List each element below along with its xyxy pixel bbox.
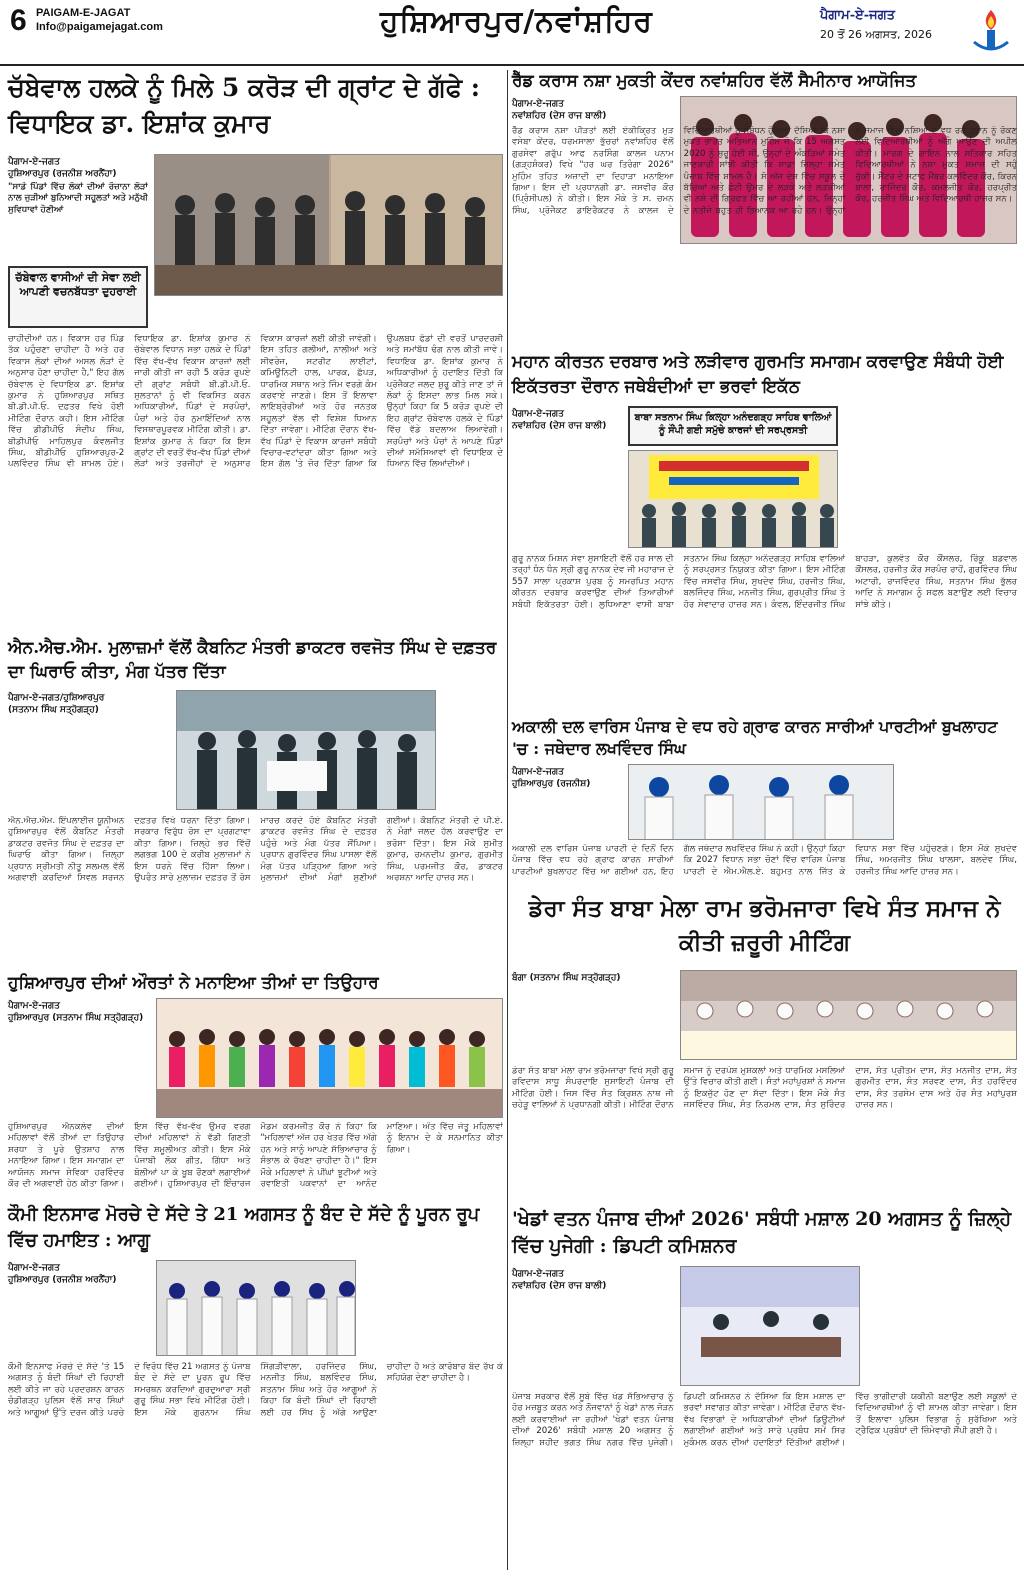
article-photo — [176, 690, 436, 810]
article-headline: ਕੌਮੀ ਇਨਸਾਫ ਮੋਰਚੇ ਦੇ ਸੱਦੇ ਤੇ 21 ਅਗਸਤ ਨੂੰ ਬੰਦ ਦੇ ਸੱਦੇ ਨੂੰ ਪੂਰਨ ਰੂਪ ਵਿੱਚ ਹਮਾਇਤ : ਆਗੂ — [8, 1204, 480, 1251]
article-body: ਕੌਮੀ ਇਨਸਾਫ ਮੋਰਚੇ ਦੇ ਸੱਦੇ 'ਤੇ 15 ਅਗਸਤ ਨੂੰ ਬੰਦੀ ਸਿੰਘਾਂ ਦੀ ਰਿਹਾਈ ਲਈ ਕੀਤੇ ਜਾ ਰਹੇ ਪ੍ਰਦਰਸ਼ਨ ਕਾਰਨ ਚੰਡੀਗੜ੍ਹ ਪੁਲਿਸ ਵੱਲੋਂ ਸਾਰ ਸਿੰਘਾਂ ਅਤੇ ਆਗੂਆਂ ਉੱਤੇ ਦਰਜ ਕੀਤੇ ਪਰਚੇ ਦੇ ਵਿਰੋਧ ਵਿੱਚ 21 ਅਗਸਤ ਨੂੰ ਪੰਜਾਬ ਬੰਦ ਦੇ ਸੱਦੇ ਦਾ ਪੂਰਨ ਰੂਪ ਵਿੱਚ ਸਮਰਥਨ ਕਰਦਿਆਂ ਗੁਰਦੁਆਰਾ ਸ੍ਰੀ ਗੁਰੂ ਸਿੰਘ ਸਭਾ ਵਿਖੇ ਮੀਟਿੰਗ ਹੋਈ। ਇਸ ਮੌਕੇ ਗੁਰਨਾਮ ਸਿੰਘ ਸਿੰਗੜੀਵਾਲਾ, ਹਰਜਿੰਦਰ ਸਿੰਘ, ਮਨਜੀਤ ਸਿੰਘ, ਬਲਵਿੰਦਰ ਸਿੰਘ, ਸਤਨਾਮ ਸਿੰਘ ਅਤੇ ਹੋਰ ਆਗੂਆਂ ਨੇ ਕਿਹਾ ਕਿ ਬੰਦੀ ਸਿੰਘਾਂ ਦੀ ਰਿਹਾਈ ਲਈ ਹਰ ਸਿੱਖ ਨੂੰ ਅੱਗੇ ਆਉਣਾ ਚਾਹੀਦਾ ਹੈ ਅਤੇ ਕਾਰੋਬਾਰ ਬੰਦ ਰੱਖ ਕੇ ਸਹਿਯੋਗ ਦੇਣਾ ਚਾਹੀਦਾ ਹੈ। — [8, 1362, 503, 1418]
paper-email: Info@paigamejagat.com — [36, 21, 163, 33]
article-body: ਡੇਰਾ ਸੰਤ ਬਾਬਾ ਮੇਲਾ ਰਾਮ ਭਰੋਮਜਾਰਾ ਵਿਖੇ ਸ੍ਰੀ ਗੁਰੂ ਰਵਿਦਾਸ ਸਾਧੂ ਸੰਪਰਦਾਇ ਸੁਸਾਇਟੀ ਪੰਜਾਬ ਦੀ ਮੀਟਿੰਗ ਹੋਈ। ਜਿਸ ਵਿੱਚ ਸੰਤ ਕ੍ਰਿਸ਼ਨ ਨਾਥ ਜੀ ਚਹੇੜੂ ਵਾਲਿਆਂ ਨੇ ਪ੍ਰਧਾਨਗੀ ਕੀਤੀ। ਮੀਟਿੰਗ ਦੌਰਾਨ ਸਮਾਜ ਨੂੰ ਦਰਪੇਸ਼ ਮੁਸ਼ਕਲਾਂ ਅਤੇ ਧਾਰਮਿਕ ਮਸਲਿਆਂ ਉੱਤੇ ਵਿਚਾਰ ਕੀਤੀ ਗਈ। ਸੰਤਾਂ ਮਹਾਂਪੁਰਸ਼ਾਂ ਨੇ ਸਮਾਜ ਨੂੰ ਇਕਜੁੱਟ ਹੋਣ ਦਾ ਸੱਦਾ ਦਿੱਤਾ। ਇਸ ਮੌਕੇ ਸੰਤ ਜਸਵਿੰਦਰ ਸਿੰਘ, ਸੰਤ ਨਿਰਮਲ ਦਾਸ, ਸੰਤ ਸੁਰਿੰਦਰ ਦਾਸ, ਸੰਤ ਪ੍ਰੀਤਮ ਦਾਸ, ਸੰਤ ਮਨਜੀਤ ਦਾਸ, ਸੰਤ ਗੁਰਮੀਤ ਦਾਸ, ਸੰਤ ਸਰਵਣ ਦਾਸ, ਸੰਤ ਹਰਵਿੰਦਰ ਦਾਸ, ਸੰਤ ਤਰਸੇਮ ਦਾਸ ਅਤੇ ਹੋਰ ਸੰਤ ਮਹਾਂਪੁਰਸ਼ ਹਾਜ਼ਰ ਸਨ। — [512, 1066, 1017, 1111]
article-byline: ਪੈਗਾਮ-ਏ-ਜਗਤ ਹੁਸ਼ਿਆਰਪੁਰ (ਰਜਨੀਸ਼) — [512, 767, 591, 789]
article-byline: ਪੈਗਾਮ-ਏ-ਜਗਤ ਨਵਾਂਸ਼ਹਿਰ (ਦੇਸ ਰਾਜ ਬਾਲੀ) — [512, 1269, 607, 1291]
article-nhm-protest — [8, 636, 503, 966]
article-body: ਪੰਜਾਬ ਸਰਕਾਰ ਵੱਲੋਂ ਸੂਬੇ ਵਿੱਚ ਖੇਡ ਸੱਭਿਆਚਾਰ ਨੂੰ ਹੋਰ ਮਜ਼ਬੂਤ ਕਰਨ ਅਤੇ ਨੌਜਵਾਨਾਂ ਨੂੰ ਖੇਡਾਂ ਨਾਲ ਜੋੜਨ ਲਈ ਕਰਵਾਈਆਂ ਜਾ ਰਹੀਆਂ 'ਖੇਡਾਂ ਵਤਨ ਪੰਜਾਬ ਦੀਆਂ 2026' ਸਬੰਧੀ ਮਸ਼ਾਲ 20 ਅਗਸਤ ਨੂੰ ਜ਼ਿਲ੍ਹਾ ਸ਼ਹੀਦ ਭਗਤ ਸਿੰਘ ਨਗਰ ਵਿੱਚ ਪੁਜੇਗੀ। ਡਿਪਟੀ ਕਮਿਸ਼ਨਰ ਨੇ ਦੱਸਿਆ ਕਿ ਇਸ ਮਸ਼ਾਲ ਦਾ ਭਰਵਾਂ ਸਵਾਗਤ ਕੀਤਾ ਜਾਵੇਗਾ। ਮੀਟਿੰਗ ਦੌਰਾਨ ਵੱਖ-ਵੱਖ ਵਿਭਾਗਾਂ ਦੇ ਅਧਿਕਾਰੀਆਂ ਦੀਆਂ ਡਿਊਟੀਆਂ ਲਗਾਈਆਂ ਗਈਆਂ ਅਤੇ ਸਾਰੇ ਪ੍ਰਬੰਧ ਸਮੇਂ ਸਿਰ ਮੁਕੰਮਲ ਕਰਨ ਦੀਆਂ ਹਦਾਇਤਾਂ ਦਿੱਤੀਆਂ ਗਈਆਂ। ਵਿੱਚ ਭਾਗੀਦਾਰੀ ਯਕੀਨੀ ਬਣਾਉਣ ਲਈ ਸਕੂਲਾਂ ਦੇ ਵਿਦਿਆਰਥੀਆਂ ਨੂੰ ਵੀ ਸ਼ਾਮਲ ਕੀਤਾ ਜਾਵੇਗਾ। ਇਸ ਤੋਂ ਇਲਾਵਾ ਪੁਲਿਸ ਵਿਭਾਗ ਨੂੰ ਸੁਰੱਖਿਆ ਅਤੇ ਟ੍ਰੈਫਿਕ ਪ੍ਰਬੰਧਾਂ ਦੀ ਜ਼ਿੰਮੇਵਾਰੀ ਸੌਂਪੀ ਗਈ ਹੈ। — [512, 1392, 1017, 1448]
article-headline: ਅਕਾਲੀ ਦਲ ਵਾਰਿਸ ਪੰਜਾਬ ਦੇ ਵਧ ਰਹੇ ਗ੍ਰਾਫ ਕਾਰਨ ਸਾਰੀਆਂ ਪਾਰਟੀਆਂ ਬੁਖਲਾਹਟ 'ਚ : ਜਥੇਦਾਰ ਲਖਵਿੰਦਰ ਸਿੰਘ — [512, 717, 998, 758]
article-byline: ਪੈਗਾਮ-ਏ-ਜਗਤ ਨਵਾਂਸ਼ਹਿਰ (ਦੇਸ ਰਾਜ ਬਾਲੀ) — [512, 99, 607, 121]
article-photo — [154, 154, 503, 296]
article-body: ਹੁਸ਼ਿਆਰਪੁਰ ਐਨਕਲੇਵ ਦੀਆਂ ਮਹਿਲਾਵਾਂ ਵੱਲੋਂ ਤੀਆਂ ਦਾ ਤਿਉਹਾਰ ਸ਼ਰਧਾ ਤੇ ਪੂਰੇ ਉਤਸ਼ਾਹ ਨਾਲ ਮਨਾਇਆ ਗਿਆ। ਇਸ ਸਮਾਗਮ ਦਾ ਆਯੋਜਨ ਸਮਾਜ ਸੇਵਿਕਾ ਹਰਵਿੰਦਰ ਕੌਰ ਦੀ ਅਗਵਾਈ ਹੇਠ ਕੀਤਾ ਗਿਆ। ਇਸ ਵਿੱਚ ਵੱਖ-ਵੱਖ ਉਮਰ ਵਰਗ ਦੀਆਂ ਮਹਿਲਾਵਾਂ ਨੇ ਵੱਡੀ ਗਿਣਤੀ ਵਿੱਚ ਸ਼ਮੂਲੀਅਤ ਕੀਤੀ। ਇਸ ਮੌਕੇ ਪੰਜਾਬੀ ਲੋਕ ਗੀਤ, ਗਿੱਧਾ ਅਤੇ ਬੋਲੀਆਂ ਪਾ ਕੇ ਖੂਬ ਰੌਣਕਾਂ ਲਗਾਈਆਂ ਗਈਆਂ। ਹੁਸ਼ਿਆਰਪੁਰ ਦੀ ਇੰਚਾਰਜ ਮੈਡਮ ਕਰਮਜੀਤ ਕੌਰ ਨੇ ਕਿਹਾ ਕਿ "ਮਹਿਲਾਵਾਂ ਅੱਜ ਹਰ ਖੇਤਰ ਵਿੱਚ ਅੱਗੇ ਹਨ ਅਤੇ ਸਾਨੂੰ ਆਪਣੇ ਸੱਭਿਆਚਾਰ ਨੂੰ ਸੰਭਾਲ ਕੇ ਰੱਖਣਾ ਚਾਹੀਦਾ ਹੈ।" ਇਸ ਮੌਕੇ ਮਹਿਲਾਵਾਂ ਨੇ ਪੀਂਘਾਂ ਝੂਟੀਆਂ ਅਤੇ ਰਵਾਇਤੀ ਪਕਵਾਨਾਂ ਦਾ ਆਨੰਦ ਮਾਣਿਆ। ਅੰਤ ਵਿੱਚ ਜੇਤੂ ਮਹਿਲਾਵਾਂ ਨੂੰ ਇਨਾਮ ਦੇ ਕੇ ਸਨਮਾਨਿਤ ਕੀਤਾ ਗਿਆ। — [8, 1122, 503, 1190]
article-dera-sant-meeting — [512, 892, 1017, 1198]
article-headline: ਐਨ.ਐਚ.ਐਮ. ਮੁਲਾਜ਼ਮਾਂ ਵੱਲੋਂ ਕੈਬਨਿਟ ਮੰਤਰੀ ਡਾਕਟਰ ਰਵਜੋਤ ਸਿੰਘ ਦੇ ਦਫ਼ਤਰ ਦਾ ਘਿਰਾਓ ਕੀਤਾ, ਮੰਗ ਪੱਤਰ ਦਿੱਤਾ — [8, 638, 497, 682]
article-byline: ਪੈਗਾਮ-ਏ-ਜਗਤ ਹੁਸ਼ਿਆਰਪੁਰ (ਰਜਨੀਸ਼ ਅਰਨੈਂਹਾ) — [8, 1263, 117, 1285]
article-headline: ਰੈੱਡ ਕਰਾਸ ਨਸ਼ਾ ਮੁਕਤੀ ਕੇਂਦਰ ਨਵਾਂਸ਼ਹਿਰ ਵੱਲੋਂ ਸੈਮੀਨਾਰ ਆਯੋਜਿਤ — [512, 71, 917, 91]
article-headline: ਮਹਾਨ ਕੀਰਤਨ ਦਰਬਾਰ ਅਤੇ ਲੜੀਵਾਰ ਗੁਰਮਤਿ ਸਮਾਗਮ ਕਰਵਾਉਣ ਸੰਬੰਧੀ ਹੋਈ ਇਕੱਤਰਤਾ ਦੌਰਾਨ ਜਥੇਬੰਦੀਆਂ ਦਾ ਭਰਵਾਂ ਇਕੱਠ — [512, 352, 1004, 397]
article-photo — [628, 450, 838, 548]
brand-name: ਪੈਗਾਮ-ਏ-ਜਗਤ — [820, 8, 895, 23]
paper-contact — [36, 6, 163, 34]
column-divider — [507, 70, 508, 1570]
article-byline: ਪੈਗਾਮ-ਏ-ਜਗਤ ਨਵਾਂਸ਼ਹਿਰ (ਦੇਸ ਰਾਜ ਬਾਲੀ) — [512, 409, 607, 431]
article-byline: ਪੈਗਾਮ-ਏ-ਜਗਤ ਹੁਸ਼ਿਆਰਪੁਰ (ਸਤਨਾਮ ਸਿੰਘ ਸਤ੍ਹੋਗੜ੍ਹ) — [8, 1001, 144, 1023]
article-photo — [628, 764, 894, 840]
article-headline: 'ਖੇਡਾਂ ਵਤਨ ਪੰਜਾਬ ਦੀਆਂ 2026' ਸਬੰਧੀ ਮਸ਼ਾਲ 20 ਅਗਸਤ ਨੂੰ ਜ਼ਿਲ੍ਹੇ ਵਿੱਚ ਪੁਜੇਗੀ : ਡਿਪਟੀ ਕਮਿਸ਼ਨਰ — [512, 1208, 1012, 1257]
article-body: ਗੁਰੂ ਨਾਨਕ ਮਿਸ਼ਨ ਸੇਵਾ ਸੁਸਾਇਟੀ ਵੱਲੋਂ ਹਰ ਸਾਲ ਦੀ ਤਰ੍ਹਾਂ ਧੰਨ ਧੰਨ ਸ੍ਰੀ ਗੁਰੂ ਨਾਨਕ ਦੇਵ ਜੀ ਮਹਾਰਾਜ ਦੇ 557 ਸਾਲਾ ਪ੍ਰਕਾਸ਼ ਪੁਰਬ ਨੂੰ ਸਮਰਪਿਤ ਮਹਾਨ ਕੀਰਤਨ ਦਰਬਾਰ ਕਰਵਾਉਣ ਦੀਆਂ ਤਿਆਰੀਆਂ ਸਬੰਧੀ ਇਕੱਤਰਤਾ ਹੋਈ। ਲੁਧਿਆਣਾ ਵਾਸੀ ਬਾਬਾ ਸਤਨਾਮ ਸਿੰਘ ਕਿਲ੍ਹਾ ਅਨੰਦਗੜ੍ਹ ਸਾਹਿਬ ਵਾਲਿਆਂ ਨੂੰ ਸਰਪ੍ਰਸਤ ਨਿਯੁਕਤ ਕੀਤਾ ਗਿਆ। ਇਸ ਮੀਟਿੰਗ ਵਿੱਚ ਜਸਵੀਰ ਸਿੰਘ, ਸੁਖਦੇਵ ਸਿੰਘ, ਹਰਜੀਤ ਸਿੰਘ, ਬਲਜਿੰਦਰ ਸਿੰਘ, ਮਨਜੀਤ ਸਿੰਘ, ਗੁਰਪ੍ਰੀਤ ਸਿੰਘ ਤੇ ਹੋਰ ਸੇਵਾਦਾਰ ਹਾਜ਼ਰ ਸਨ। ਕੰਵਲ, ਇੰਦਰਜੀਤ ਸਿੰਘ ਬਾਹੜਾ, ਕੁਲਵੰਤ ਕੌਰ ਕੌਂਸਲਰ, ਰਿੰਕੂ ਬਡਵਾਲ ਕੌਂਸਲਰ, ਹਰਜੀਤ ਕੌਰ ਸਰਪੰਚ ਰਾਹੋਂ, ਗੁਰਵਿੰਦਰ ਸਿੰਘ ਅਟਾਰੀ, ਰਾਜਵਿੰਦਰ ਸਿੰਘ, ਸਤਨਾਮ ਸਿੰਘ ਭੁੱਲਰ ਆਦਿ ਨੇ ਸਮਾਗਮ ਨੂੰ ਸਫਲ ਬਣਾਉਣ ਲਈ ਵਿਚਾਰ ਸਾਂਝੇ ਕੀਤੇ। — [512, 554, 1017, 610]
article-body: ਐਨ.ਐਚ.ਐਮ. ਇੰਪਲਾਈਜ਼ ਯੂਨੀਅਨ ਹੁਸ਼ਿਆਰਪੁਰ ਵੱਲੋਂ ਕੈਬਨਿਟ ਮੰਤਰੀ ਡਾਕਟਰ ਰਵਜੋਤ ਸਿੰਘ ਦੇ ਦਫ਼ਤਰ ਦਾ ਘਿਰਾਓ ਕੀਤਾ ਗਿਆ। ਜ਼ਿਲ੍ਹਾ ਪ੍ਰਧਾਨ ਸ੍ਰੀਮਤੀ ਨੀਤੂ ਸਲਮਲ ਵੱਲੋਂ ਅਗਵਾਈ ਕਰਦਿਆਂ ਸਿਵਲ ਸਰਜਨ ਦਫ਼ਤਰ ਵਿਖੇ ਧਰਨਾ ਦਿੱਤਾ ਗਿਆ। ਸਰਕਾਰ ਵਿਰੁੱਧ ਰੋਸ ਦਾ ਪ੍ਰਗਟਾਵਾ ਕੀਤਾ ਗਿਆ। ਜ਼ਿਲ੍ਹੇ ਭਰ ਵਿੱਚੋਂ ਲਗਭਗ 100 ਦੇ ਕਰੀਬ ਮੁਲਾਜ਼ਮਾਂ ਨੇ ਇਸ ਧਰਨੇ ਵਿੱਚ ਹਿੱਸਾ ਲਿਆ। ਉਪਰੰਤ ਸਾਰੇ ਮੁਲਾਜ਼ਮ ਦਫ਼ਤਰ ਤੋਂ ਰੋਸ ਮਾਰਚ ਕਰਦੇ ਹੋਏ ਕੈਬਨਿਟ ਮੰਤਰੀ ਡਾਕਟਰ ਰਵਜੋਤ ਸਿੰਘ ਦੇ ਦਫ਼ਤਰ ਪਹੁੰਚੇ ਅਤੇ ਮੰਗ ਪੱਤਰ ਸੌਂਪਿਆ। ਪ੍ਰਧਾਨ ਗੁਰਵਿੰਦਰ ਸਿੰਘ ਪਾਸਲਾ ਵੱਲੋਂ ਮੰਗ ਪੱਤਰ ਪੜ੍ਹਿਆ ਗਿਆ ਅਤੇ ਮੁਲਾਜ਼ਮਾਂ ਦੀਆਂ ਮੰਗਾਂ ਸੁਣੀਆਂ ਗਈਆਂ। ਕੈਬਨਿਟ ਮੰਤਰੀ ਦੇ ਪੀ.ਏ. ਨੇ ਮੰਗਾਂ ਜਲਦ ਹੱਲ ਕਰਵਾਉਣ ਦਾ ਭਰੋਸਾ ਦਿੱਤਾ। ਇਸ ਮੌਕੇ ਸੁਮੀਤ ਕੁਮਾਰ, ਰਮਨਦੀਪ ਕੁਮਾਰ, ਗੁਰਮੀਤ ਸਿੰਘ, ਪਰਮਜੀਤ ਕੌਰ, ਡਾਕਟਰ ਅਰਸ਼ਨਾ ਆਦਿ ਹਾਜ਼ਰ ਸਨ। — [8, 816, 503, 884]
masthead — [0, 0, 1024, 66]
article-byline: ਬੰਗਾ (ਸਤਨਾਮ ਸਿੰਘ ਸਤ੍ਹੋਗੜ੍ਹ) — [512, 973, 621, 983]
article-khedan-watan-punjab — [512, 1206, 1017, 1576]
article-callout: ਚੱਬੇਵਾਲ ਵਾਸੀਆਂ ਦੀ ਸੇਵਾ ਲਈ ਆਪਣੀ ਵਚਨਬੱਧਤਾ ਦੁਹਰਾਈ — [8, 266, 148, 328]
article-body: ਚਾਹੀਦੀਆਂ ਹਨ। ਵਿਕਾਸ ਹਰ ਪਿੰਡ ਤੱਕ ਪਹੁੰਚਣਾ ਚਾਹੀਦਾ ਹੈ ਅਤੇ ਹਰ ਵਿਕਾਸ ਲੋਕਾਂ ਦੀਆਂ ਅਸਲ ਲੋੜਾਂ ਦੇ ਅਨੁਸਾਰ ਹੋਣਾ ਚਾਹੀਦਾ ਹੈ," ਇਹ ਗੱਲ ਚੱਬੇਵਾਲ ਦੇ ਵਿਧਾਇਕ ਡਾ. ਇਸ਼ਾਂਕ ਕੁਮਾਰ ਨੇ ਹੁਸ਼ਿਆਰਪੁਰ ਸਥਿਤ ਬੀ.ਡੀ.ਪੀ.ਓ. ਦਫ਼ਤਰ ਵਿਖੇ ਹੋਈ ਮੀਟਿੰਗ ਦੌਰਾਨ ਕਹੀ। ਇਸ ਮੀਟਿੰਗ ਵਿੱਚ ਡੀਡੀਪੀਓ ਸੰਦੀਪ ਸਿੰਘ, ਬੀਡੀਪੀਓ ਮਾਹਿਲਪੁਰ ਕੰਵਲਜੀਤ ਸਿੰਘ, ਬੀਡੀਪੀਓ ਹੁਸ਼ਿਆਰਪੁਰ-2 ਪਲਵਿੰਦਰ ਸਿੰਘ ਵੀ ਸ਼ਾਮਲ ਹੋਏ। ਵਿਧਾਇਕ ਡਾ. ਇਸ਼ਾਂਕ ਕੁਮਾਰ ਨੇ ਚੱਬੇਵਾਲ ਵਿਧਾਨ ਸਭਾ ਹਲਕੇ ਦੇ ਪਿੰਡਾਂ ਵਿੱਚ ਵੱਖ-ਵੱਖ ਵਿਕਾਸ ਕਾਰਜਾਂ ਲਈ ਜਾਰੀ ਕੀਤੀ ਜਾ ਰਹੀ 5 ਕਰੋੜ ਰੁਪਏ ਦੀ ਗ੍ਰਾਂਟ ਸਬੰਧੀ ਬੀ.ਡੀ.ਪੀ.ਓ. ਸੁਲਤਾਨਾਂ ਨੂੰ ਵੀ ਵਿਕਸਿਤ ਕਰਨ ਅਧਿਕਾਰੀਆਂ, ਪਿੰਡਾਂ ਦੇ ਸਰਪੰਚਾਂ, ਪੰਚਾਂ ਅਤੇ ਹੋਰ ਨੁਮਾਇੰਦਿਆਂ ਨਾਲ ਵਿਸਥਾਰਪੂਰਵਕ ਮੀਟਿੰਗ ਕੀਤੀ। ਡਾ. ਇਸ਼ਾਂਕ ਕੁਮਾਰ ਨੇ ਕਿਹਾ ਕਿ ਇਸ ਗ੍ਰਾਂਟ ਦੀ ਵਰਤੋਂ ਵੱਖ-ਵੱਖ ਪਿੰਡਾਂ ਦੀਆਂ ਲੋੜਾਂ ਅਤੇ ਤਰਜੀਹਾਂ ਦੇ ਅਨੁਸਾਰ ਵਿਕਾਸ ਕਾਰਜਾਂ ਲਈ ਕੀਤੀ ਜਾਵੇਗੀ। ਇਸ ਤਹਿਤ ਗਲੀਆਂ, ਨਾਲੀਆਂ ਅਤੇ ਸੀਵਰੇਜ, ਸਟਰੀਟ ਲਾਈਟਾਂ, ਕਮਿਊਨਿਟੀ ਹਾਲ, ਪਾਰਕ, ਛੱਪੜ, ਧਾਰਮਿਕ ਸਥਾਨ ਅਤੇ ਜਿੰਮ ਵਰਗੇ ਕੰਮ ਕਰਵਾਏ ਜਾਣਗੇ। ਇਸ ਤੋਂ ਇਲਾਵਾ ਲਾਇਬ੍ਰੇਰੀਆਂ ਅਤੇ ਹੋਰ ਜਨਤਕ ਸਹੂਲਤਾਂ ਵੱਲ ਵੀ ਵਿਸ਼ੇਸ਼ ਧਿਆਨ ਦਿੱਤਾ ਜਾਵੇਗਾ। ਮੀਟਿੰਗ ਦੌਰਾਨ ਵੱਖ-ਵੱਖ ਪਿੰਡਾਂ ਦੇ ਵਿਕਾਸ ਕਾਰਜਾਂ ਸਬੰਧੀ ਵਿਚਾਰ-ਵਟਾਂਦਰਾ ਕੀਤਾ ਗਿਆ ਅਤੇ ਇਸ ਗੱਲ 'ਤੇ ਜ਼ੋਰ ਦਿੱਤਾ ਗਿਆ ਕਿ ਉਪਲਬਧ ਫੰਡਾਂ ਦੀ ਵਰਤੋਂ ਪਾਰਦਰਸ਼ੀ ਅਤੇ ਸਮਾਂਬੱਧ ਢੰਗ ਨਾਲ ਕੀਤੀ ਜਾਵੇ। ਵਿਧਾਇਕ ਡਾ. ਇਸ਼ਾਂਕ ਕੁਮਾਰ ਨੇ ਅਧਿਕਾਰੀਆਂ ਨੂੰ ਹਦਾਇਤ ਦਿੱਤੀ ਕਿ ਪ੍ਰੋਜੈਕਟ ਜਲਦ ਸ਼ੁਰੂ ਕੀਤੇ ਜਾਣ ਤਾਂ ਜੋ ਲੋਕਾਂ ਨੂੰ ਇਸਦਾ ਲਾਭ ਮਿਲ ਸਕੇ। ਉਨ੍ਹਾਂ ਕਿਹਾ ਕਿ 5 ਕਰੋੜ ਰੁਪਏ ਦੀ ਇਹ ਗ੍ਰਾਂਟ ਚੱਬੇਵਾਲ ਹਲਕੇ ਦੇ ਪਿੰਡਾਂ ਵਿੱਚ ਵੱਡੇ ਬਦਲਾਅ ਲਿਆਵੇਗੀ। ਸਰਪੰਚਾਂ ਅਤੇ ਪੰਚਾਂ ਨੇ ਆਪਣੇ ਪਿੰਡਾਂ ਦੀਆਂ ਸਮੱਸਿਆਵਾਂ ਵੀ ਵਿਧਾਇਕ ਦੇ ਧਿਆਨ ਵਿੱਚ ਲਿਆਂਦੀਆਂ। — [8, 334, 503, 470]
article-headline: ਚੱਬੇਵਾਲ ਹਲਕੇ ਨੂੰ ਮਿਲੇ 5 ਕਰੋੜ ਦੀ ਗ੍ਰਾਂਟ ਦੇ ਗੱਫੇ : ਵਿਧਾਇਕ ਡਾ. ਇਸ਼ਾਂਕ ਕੁਮਾਰ — [8, 73, 480, 138]
article-kirtan-darbar — [512, 350, 1017, 710]
article-red-cross-seminar — [512, 70, 1017, 340]
issue-date: 20 ਤੋਂ 26 ਅਗਸਤ, 2026 — [820, 28, 932, 41]
paper-name: PAIGAM-E-JAGAT — [36, 7, 131, 19]
article-teeyan-festival — [8, 972, 503, 1196]
article-byline: ਪੈਗਾਮ-ਏ-ਜਗਤ ਹੁਸ਼ਿਆਰਪੁਰ (ਰਜਨੀਸ਼ ਅਰਨੈਂਹਾ) — [8, 157, 117, 179]
page-number: 6 — [10, 4, 27, 37]
article-photo — [156, 998, 503, 1118]
article-headline: ਡੇਰਾ ਸੰਤ ਬਾਬਾ ਮੇਲਾ ਰਾਮ ਭਰੋਮਜਾਰਾ ਵਿਖੇ ਸੰਤ ਸਮਾਜ ਨੇ ਕੀਤੀ ਜ਼ਰੂਰੀ ਮੀਟਿੰਗ — [528, 895, 1001, 956]
article-photo — [680, 1266, 860, 1386]
article-callout: ਬਾਬਾ ਸਤਨਾਮ ਸਿੰਘ ਕਿਲ੍ਹਾ ਅਨੰਦਗੜ੍ਹ ਸਾਹਿਬ ਵਾਲਿਆਂ ਨੂੰ ਸੌਂਪੀ ਗਈ ਸਮੁੱਚੇ ਕਾਰਜਾਂ ਦੀ ਸਰਪ੍ਰਸਤੀ — [628, 406, 838, 446]
section-title: ਹੁਸ਼ਿਆਰਪੁਰ/ਨਵਾਂਸ਼ਹਿਰ — [380, 4, 653, 39]
article-akali-dal — [512, 716, 1017, 886]
article-body: ਅਕਾਲੀ ਦਲ ਵਾਰਿਸ ਪੰਜਾਬ ਪਾਰਟੀ ਦੇ ਦਿਨੋਂ ਦਿਨ ਪੰਜਾਬ ਵਿੱਚ ਵਧ ਰਹੇ ਗ੍ਰਾਫ ਕਾਰਨ ਸਾਰੀਆਂ ਪਾਰਟੀਆਂ ਬੁਖਲਾਹਟ ਵਿੱਚ ਆ ਗਈਆਂ ਹਨ, ਇਹ ਗੱਲ ਜਥੇਦਾਰ ਲਖਵਿੰਦਰ ਸਿੰਘ ਨੇ ਕਹੀ। ਉਨ੍ਹਾਂ ਕਿਹਾ ਕਿ 2027 ਵਿਧਾਨ ਸਭਾ ਚੋਣਾਂ ਵਿੱਚ ਵਾਰਿਸ ਪੰਜਾਬ ਪਾਰਟੀ ਦੇ ਐਮ.ਐਲ.ਏ. ਬਹੁਮਤ ਨਾਲ ਜਿੱਤ ਕੇ ਵਿਧਾਨ ਸਭਾ ਵਿੱਚ ਪਹੁੰਚਣਗੇ। ਇਸ ਮੌਕੇ ਸੁਖਦੇਵ ਸਿੰਘ, ਅਮਰਜੀਤ ਸਿੰਘ ਖਾਲਸਾ, ਬਲਦੇਵ ਸਿੰਘ, ਹਰਜੀਤ ਸਿੰਘ ਆਦਿ ਹਾਜ਼ਰ ਸਨ। — [512, 844, 1017, 877]
article-kaumi-insaf-morcha — [8, 1202, 503, 1576]
article-photo — [680, 970, 1017, 1060]
article-body: ਰੈੱਡ ਕਰਾਸ ਨਸ਼ਾ ਪੀੜਤਾਂ ਲਈ ਏਕੀਕ੍ਰਿਤ ਮੁੜ ਵਸੇਬਾ ਕੇਂਦਰ, ਧਰਮਸਾਲਾ ਭੁੱਚਰਾਂ ਨਵਾਂਸ਼ਹਿਰ ਵੱਲੋਂ ਗੁਰਸੇਵਾ ਗਰੁੱਪ ਆਫ ਨਰਸਿੰਗ ਕਾਲਜ ਪਨਾਮ (ਗੜ੍ਹਸ਼ੰਕਰ) ਵਿਖੇ "ਹਰ ਘਰ ਤਿਰੰਗਾ 2026" ਮੁਹਿੰਮ ਤਹਿਤ ਅਜ਼ਾਦੀ ਦਾ ਦਿਹਾੜਾ ਮਨਾਇਆ ਗਿਆ। ਇਸ ਦੀ ਪ੍ਰਧਾਨਗੀ ਡਾ. ਜਸਵੀਰ ਕੌਰ (ਪ੍ਰਿੰਸੀਪਲ) ਨੇ ਕੀਤੀ। ਇਸ ਮੌਕੇ ਤੇ ਸ. ਚਮਨ ਸਿੰਘ, ਪ੍ਰੋਜੈਕਟ ਡਾਇਰੈਕਟਰ ਨੇ ਕਾਲਜ ਦੇ ਵਿਦਿਆਰਥੀਆਂ ਨੂੰ ਸੰਬੋਧਨ ਹੁੰਦਿਆਂ ਦੱਸਿਆ ਕਿ ਨਸ਼ਾ ਮੁਕਤ ਭਾਰਤ ਅਭਿਆਨ ਮੁਹਿੰਮ ਜੋ ਕਿ 15 ਅਗਸਤ 2020 ਨੂੰ ਸ਼ੁਰੂ ਹੋਈ ਸੀ, ਉਨ੍ਹਾਂ ਦੇ ਅੰਕੜਿਆਂ ਸਮੇਤ ਜਾਣਕਾਰੀ ਸਾਂਝੀ ਕੀਤੀ ਕਿ ਸਾਡਾ ਜ਼ਿਲ੍ਹਾ ਸਮੇਤ ਪੰਜਾਬ ਵਿੱਚ ਸ਼ਾਮਲ ਹੈ। ਸੋ ਅੱਜ ਦੇਸ਼ ਵਿੱਚ ਸਕੂਲ ਦੇ ਬੱਚਿਆਂ ਅਤੇ ਛੋਟੀ ਉਮਰ ਦੇ ਲੜਕੇ ਅਤੇ ਲੜਕੀਆਂ ਵੀ ਨਸ਼ੇ ਦੀ ਗ੍ਰਿਫਤ ਵਿੱਚ ਆ ਰਹੀਆਂ ਹਨ, ਜਿਨ੍ਹਾਂ ਦੇ ਨਤੀਜੇ ਬਹੁਤ ਹੀ ਭਿਆਨਕ ਆ ਰਹੇ ਹਨ। ਉਨ੍ਹਾਂ ਨੇ ਸਮਾਜ ਵਿੱਚ ਨਸ਼ਿਆਂ ਦੇ ਵਧ ਰਹੇ ਰੁਝਾਨ ਨੂੰ ਰੋਕਣ ਲਈ ਵਿਦਿਆਰਥੀਆਂ ਨੂੰ ਅੱਗੇ ਆਉਣ ਦੀ ਅਪੀਲ ਕੀਤੀ। ਮਾਰਗ ਦੇ ਗਾਇਨ ਨਾਲ ਸਤਿਕਾਰ ਸਹਿਤ ਵਿਦਿਆਰਥੀਆਂ ਨੇ ਨਸ਼ਾ ਮੁਕਤ ਸਮਾਜ ਦੀ ਸਹੁੰ ਚੁੱਕੀ। ਸੈਂਟਰ ਦੇ ਸਟਾਫ ਮੈਂਬਰ ਕਲਵਿੰਦਰ ਕੌਰ, ਕਿਰਨ ਬਾਲਾ, ਰਾਜਿੰਦਰ ਕੌਰ, ਕਮਲਜੀਤ ਕੌਰ, ਹਰਪ੍ਰੀਤ ਕੌਰ, ਹਰਜੀਤ ਸਿੰਘ ਅਤੇ ਵਿਦਿਆਰਥੀ ਹਾਜ਼ਰ ਸਨ। — [512, 126, 1017, 216]
article-byline: ਪੈਗਾਮ-ਏ-ਜਗਤ/ਹੁਸ਼ਿਆਰਪੁਰ (ਸਤਨਾਮ ਸਿੰਘ ਸਤ੍ਹੋਗੜ੍ਹ) — [8, 693, 105, 715]
article-chabbewal-grant — [8, 70, 503, 630]
article-quote: "ਸਾਡੇ ਪਿੰਡਾਂ ਵਿੱਚ ਲੋਕਾਂ ਦੀਆਂ ਰੋਜ਼ਾਨਾ ਲੋੜਾਂ ਨਾਲ ਜੁੜੀਆਂ ਬੁਨਿਆਦੀ ਸਹੂਲਤਾਂ ਅਤੇ ਮਨੁੱਖੀ ਸੁਵਿਧਾਵਾਂ ਹੋਣੀਆਂ — [8, 182, 148, 215]
article-photo — [156, 1260, 356, 1356]
article-headline: ਹੁਸ਼ਿਆਰਪੁਰ ਦੀਆਂ ਔਰਤਾਂ ਨੇ ਮਨਾਇਆ ਤੀਆਂ ਦਾ ਤਿਉਹਾਰ — [8, 973, 379, 993]
torch-logo-icon — [968, 6, 1014, 58]
